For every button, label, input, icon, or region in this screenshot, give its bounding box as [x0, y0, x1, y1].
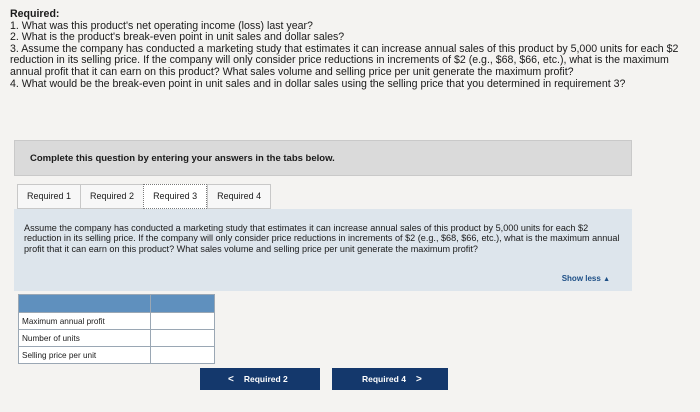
table-row	[19, 313, 215, 330]
chevron-right-icon: >	[415, 373, 422, 385]
table-header-row	[19, 295, 215, 313]
requirement-1: 1. What was this product's net operating income (loss) last year?	[10, 19, 313, 32]
input-number-of-units[interactable]	[151, 330, 215, 347]
row-label-maximum-annual-profit: Maximum annual profit	[19, 313, 151, 330]
chevron-left-icon: <	[228, 373, 234, 385]
requirements-title: Required:	[10, 8, 60, 20]
input-maximum-annual-profit[interactable]	[151, 313, 215, 330]
previous-tab-button[interactable]	[200, 368, 320, 390]
row-label-number-of-units: Number of units	[19, 330, 151, 347]
show-less-link[interactable]	[562, 274, 610, 283]
table-row	[19, 347, 215, 364]
input-selling-price-per-unit[interactable]	[151, 347, 215, 364]
previous-tab-label: Required 2	[243, 374, 288, 384]
show-less-label: Show less	[561, 274, 601, 283]
table-row	[19, 330, 215, 347]
answer-table	[18, 294, 215, 364]
requirement-4: 4. What would be the break-even point in unit sales and in dollar sales using the selling price that you determined in requirement 3?	[10, 77, 626, 90]
tab-content	[14, 209, 632, 291]
tab-required-4[interactable]: Required 4	[207, 184, 271, 209]
tab-bar	[17, 184, 271, 209]
next-tab-label: Required 4	[362, 374, 406, 384]
triangle-up-icon: ▲	[603, 276, 610, 283]
instruction-text: Complete this question by entering your answers in the tabs below.	[30, 153, 335, 164]
tab-required-1[interactable]: Required 1	[17, 184, 80, 209]
table-header-cell	[19, 295, 151, 313]
requirements-block	[10, 9, 695, 90]
row-label-selling-price-per-unit: Selling price per unit	[19, 347, 151, 364]
tab-required-2[interactable]: Required 2	[80, 184, 143, 209]
requirement-3: 3. Assume the company has conducted a marketing study that estimates it can increase annual sales of this product by 5,000 units for each $2 reduction in its selling price. If the company will only consider price reductions in increments of $2 (e.g., $68, $66, etc.), what is the maximum annual profit that it can earn on this product? What sales volume and selling price per unit generate the maximum profit?	[10, 42, 679, 78]
question-text: Assume the company has conducted a marketing study that estimates it can increase annual sales of this product by 5,000 units for each $2 reduction in its selling price. If the company will only consider price reductions in increments of $2 (e.g., $68, $66, etc.), what is the maximum annual profit that it can earn on this product? What sales volume and selling price per unit generate the maximum profit?	[24, 223, 620, 254]
table-header-cell	[151, 295, 215, 313]
requirement-2: 2. What is the product's break-even point in unit sales and dollar sales?	[10, 31, 345, 44]
instruction-panel	[14, 140, 632, 176]
next-tab-button[interactable]	[332, 368, 448, 390]
tab-required-3[interactable]: Required 3	[143, 184, 207, 209]
